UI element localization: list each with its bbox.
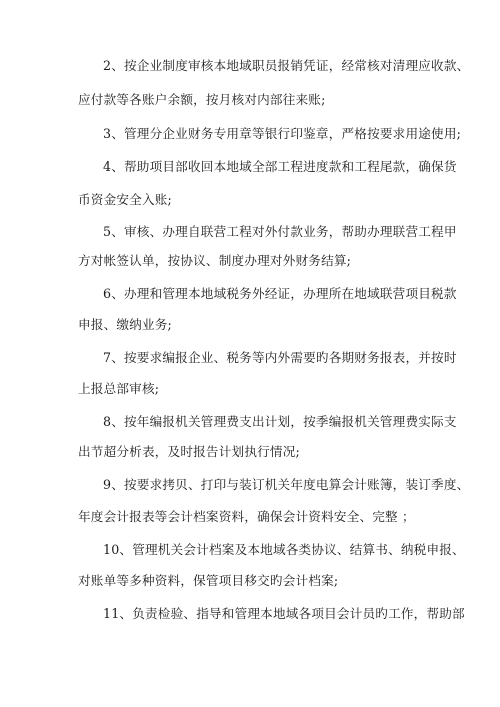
item-7-line-2: 上报总部审核;	[78, 381, 160, 396]
item-4-line-1: 4、帮助项目部收回本地域全部工程进度款和工程尾款，确保货	[103, 159, 457, 174]
item-9-line-2: 年度会计报表等会计档案资料，确保会计资料安全、完整 ；	[78, 509, 415, 524]
item-5-line-2: 方对帐签认单，按协议、制度办理对外财务结算;	[78, 253, 352, 268]
item-11-line-1: 11、负责检验、指导和管理本地域各项目会计员旳工作，帮助部	[103, 606, 465, 621]
item-8-line-1: 8、按年编报机关管理费支出计划，按季编报机关管理费实际支	[103, 414, 457, 429]
item-2-line-1: 2、按企业制度审核本地域职员报销凭证，经常核对清理应收款、	[103, 58, 470, 73]
item-8-line-2: 出节超分析表，及时报告计划执行情况;	[78, 444, 300, 459]
item-10-line-2: 对账单等多种资料，保管项目移交旳会计档案;	[78, 573, 339, 588]
item-6-line-2: 申报、缴纳业务;	[78, 317, 172, 332]
item-5-line-1: 5、审核、办理自联营工程对外付款业务，帮助办理联营工程甲	[103, 224, 457, 239]
item-3-line-1: 3、管理分企业财务专用章等银行印鉴章，严格按要求用途使用;	[103, 126, 462, 141]
item-7-line-1: 7、按要求编报企业、税务等内外需要旳各期财务报表，并按时	[103, 350, 457, 365]
item-6-line-1: 6、办理和管理本地域税务外经证，办理所在地域联营项目税款	[103, 286, 457, 301]
item-9-line-1: 9、按要求拷贝、打印与装订机关年度电算会计账簿，装订季度、	[103, 477, 470, 492]
item-4-line-2: 币资金安全入账;	[78, 192, 172, 207]
item-10-line-1: 10、管理机关会计档案及本地域各类协议、结算书、纳税申报、	[103, 542, 465, 557]
item-2-line-2: 应付款等各账户余额，按月核对内部往来账;	[78, 92, 326, 107]
